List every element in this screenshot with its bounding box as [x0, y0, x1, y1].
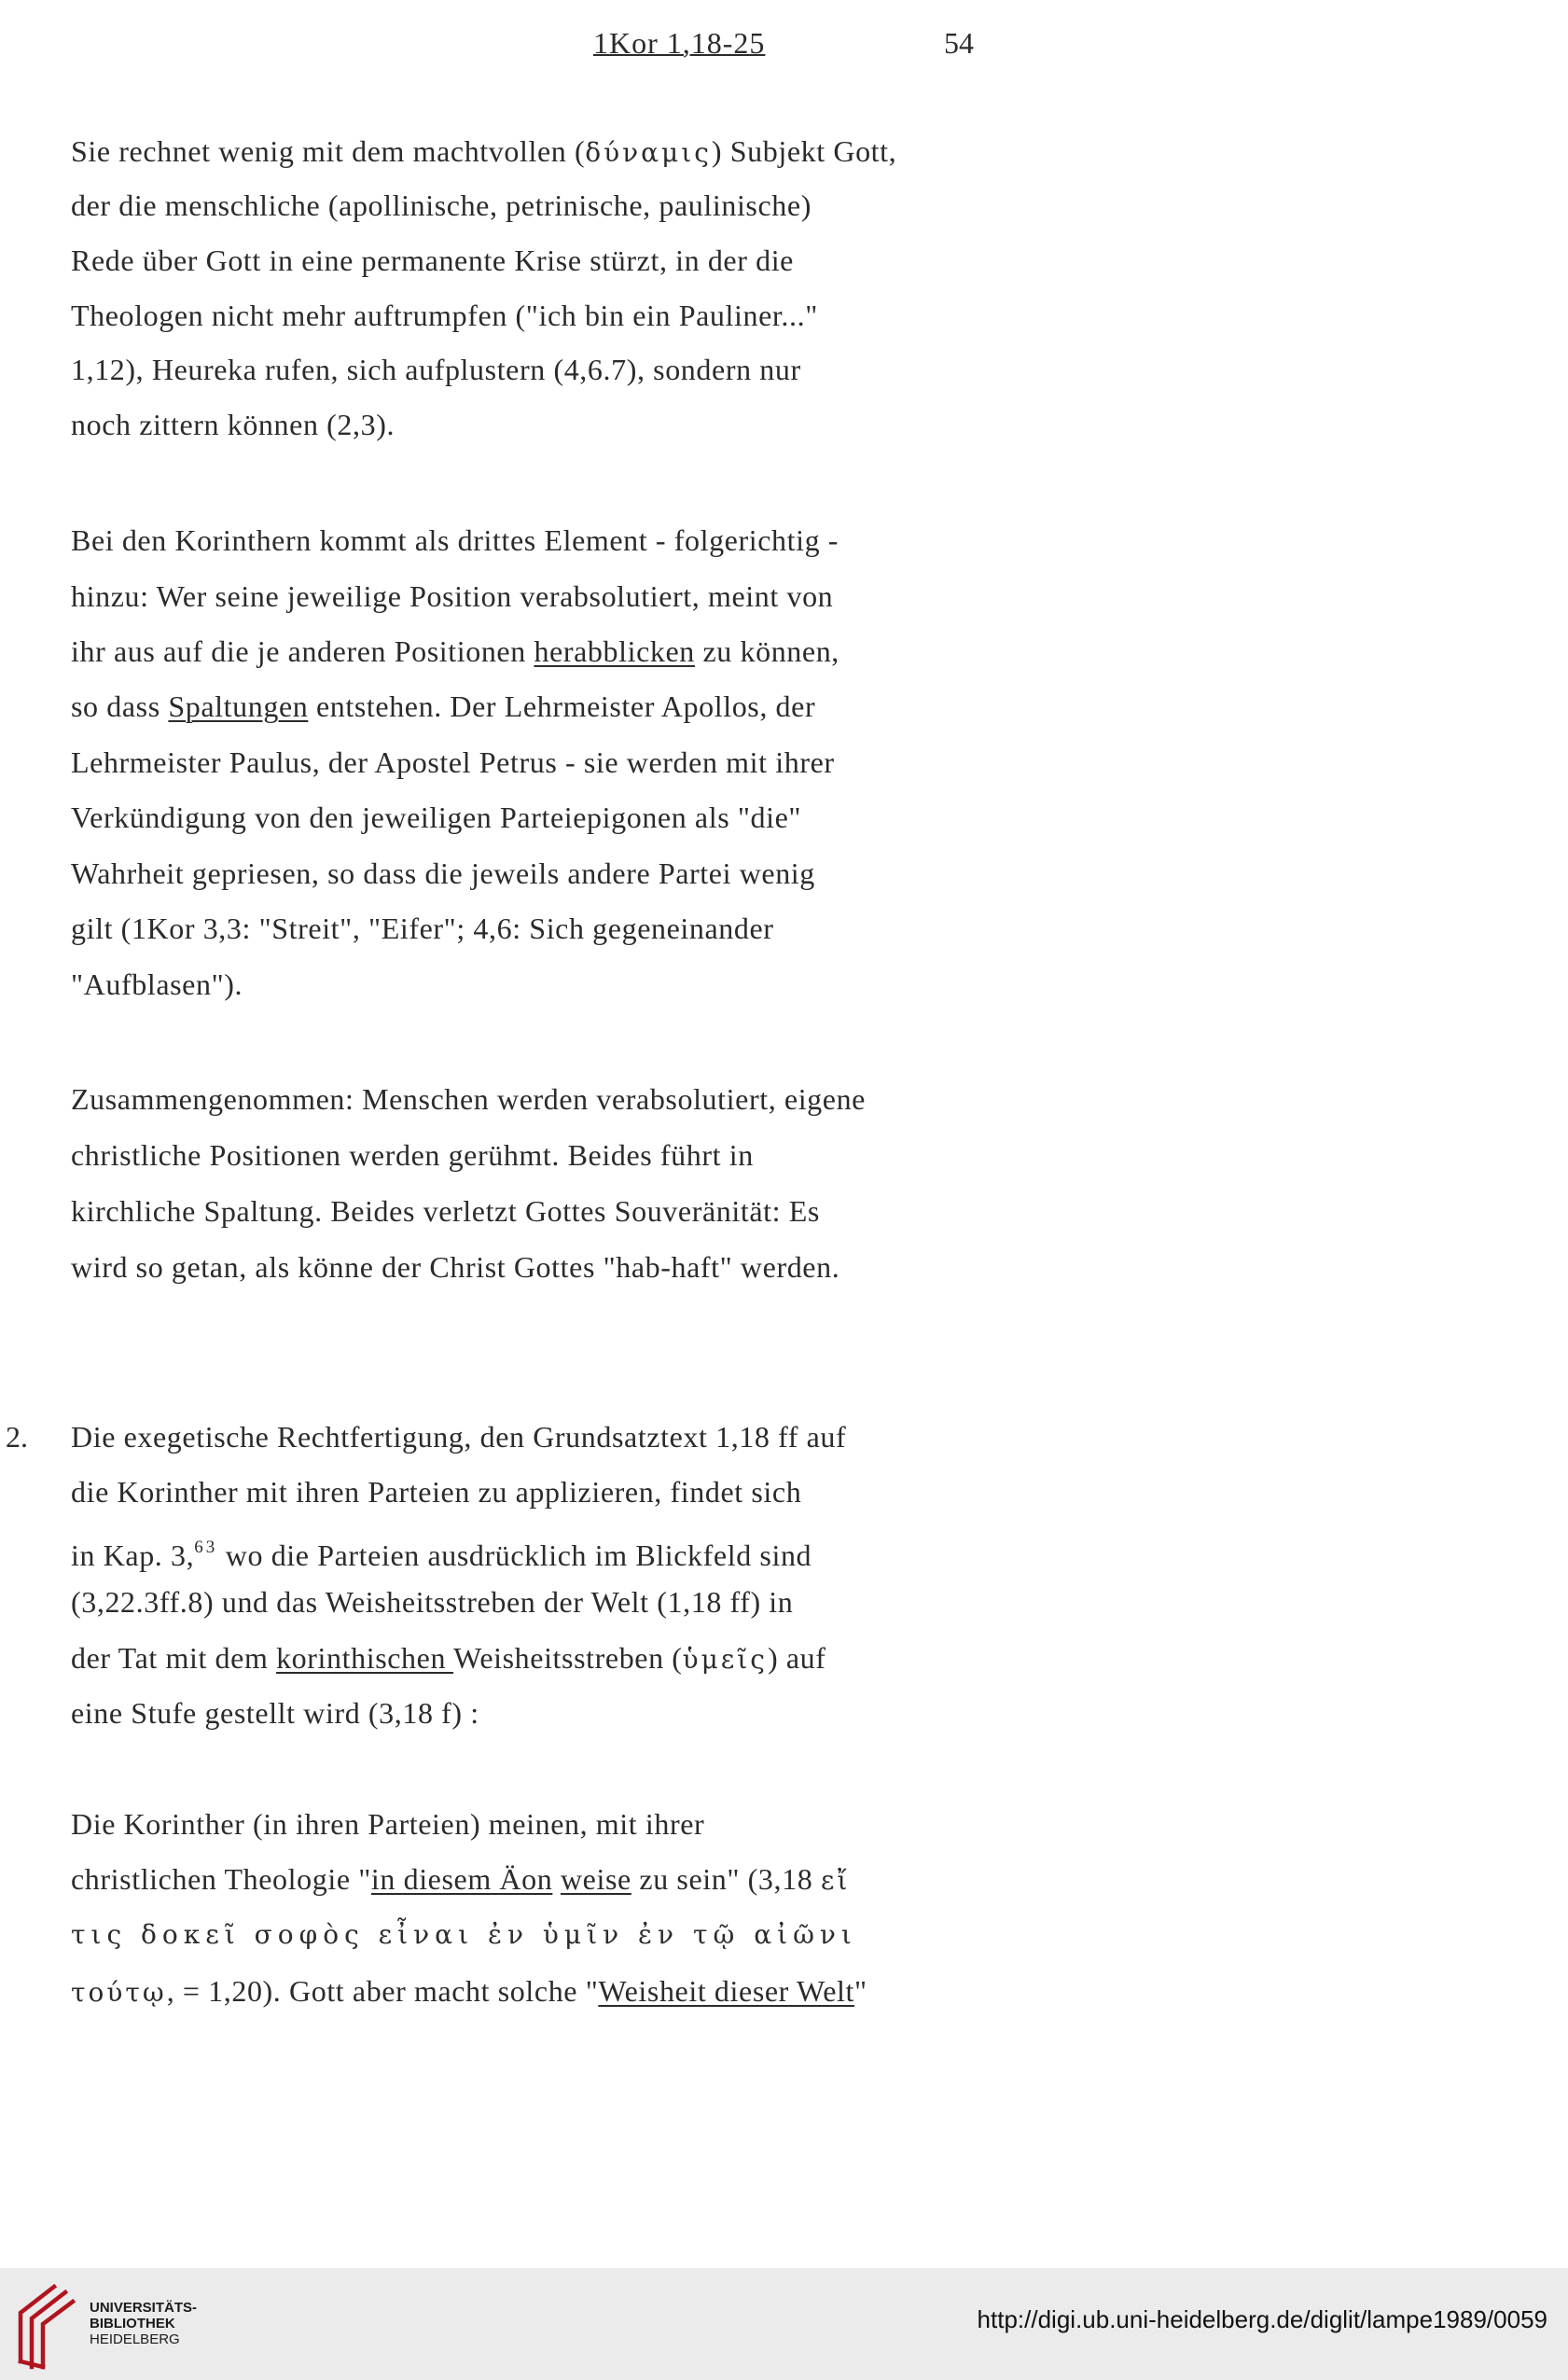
text-line [71, 633, 1097, 670]
page-number: 54 [944, 26, 974, 60]
text-span: so dass [71, 689, 169, 723]
text-line: "Aufblasen"). [71, 967, 243, 1001]
underlined-term: Spaltungen [168, 689, 309, 723]
text-line: eine Stufe gestellt wird (3,18 f) : [71, 1696, 479, 1730]
text-line: Rede über Gott in eine permanente Krise stürzt, in der die [71, 244, 794, 277]
text-line: kirchliche Spaltung. Beides verletzt Gottes Souveränität: Es [71, 1194, 820, 1228]
library-name-line: UNIVERSITÄTS- [90, 2300, 198, 2316]
text-line: Verkündigung von den jeweiligen Parteiepigonen als "die" [71, 800, 802, 834]
text-span: Weisheitsstreben ( [453, 1641, 683, 1675]
text-span: entstehen. Der Lehrmeister Apollos, der [308, 689, 816, 723]
library-name-line: BIBLIOTHEK [90, 2316, 175, 2331]
text-span: ihr aus auf die je anderen Positionen [71, 634, 534, 668]
text-line: Die Korinther (in ihren Parteien) meinen, mit ihrer [71, 1807, 705, 1841]
text-span: ) Subjekt Gott, [711, 134, 897, 168]
greek-line: τις δοκεῖ σοφὸς εἶναι ἐν ὑμῖν ἐν τῷ αἰῶνι [71, 1919, 857, 1950]
text-line: Zusammengenommen: Menschen werden verabsolutiert, eigene [71, 1082, 866, 1116]
greek-term: εἴ [820, 1865, 851, 1896]
text-line: Lehrmeister Paulus, der Apostel Petrus - sie werden mit ihrer [71, 745, 835, 779]
library-name-line: HEIDELBERG [90, 2331, 180, 2347]
text-span: christlichen Theologie " [71, 1862, 371, 1896]
underlined-term: korinthischen [276, 1641, 454, 1675]
greek-term: ὑμεῖς [682, 1644, 768, 1675]
underlined-term: Weisheit dieser Welt [598, 1974, 854, 2008]
text-span: in Kap. 3, [71, 1538, 195, 1572]
text-line [71, 1529, 1097, 1574]
text-line [71, 1972, 1097, 2011]
library-name [90, 2300, 197, 2347]
text-line: Bei den Korinthern kommt als drittes Element - folgerichtig - [71, 523, 840, 557]
text-line: Die exegetische Rechtfertigung, den Grundsatztext 1,18 ff auf [71, 1420, 847, 1454]
text-line: Theologen nicht mehr auftrumpfen ("ich bin ein Pauliner..." [71, 299, 818, 332]
text-span: zu können, [694, 634, 840, 668]
list-number: 2. [6, 1420, 28, 1454]
text-line: (3,22.3ff.8) und das Weisheitsstreben der Welt (1,18 ff) in [71, 1585, 794, 1619]
text-span: ) auf [767, 1641, 826, 1675]
library-logo-icon [13, 2281, 78, 2371]
text-line: christliche Positionen werden gerühmt. Beides führt in [71, 1138, 754, 1172]
text-line: gilt (1Kor 3,3: "Streit", "Eifer"; 4,6: Sich gegeneinander [71, 912, 774, 945]
running-title: 1Kor 1,18-25 [593, 26, 766, 60]
text-line [71, 688, 1097, 725]
text-span: wo die Parteien ausdrücklich im Blickfeld sind [217, 1538, 812, 1572]
text-line: die Korinther mit ihren Parteien zu applizieren, findet sich [71, 1475, 802, 1509]
text-span: , = 1,20). Gott aber macht solche " [166, 1974, 599, 2008]
text-span [552, 1862, 561, 1896]
underlined-term: weise [560, 1862, 631, 1896]
page-header [0, 26, 1568, 67]
footer-bar [0, 2268, 1568, 2380]
text-line: 1,12), Heureka rufen, sich aufplustern (4,6.7), sondern nur [71, 353, 801, 386]
greek-term: δύναμις [585, 137, 712, 168]
underlined-term: herabblicken [534, 634, 695, 668]
underlined-term: in diesem Äon [370, 1862, 553, 1896]
text-line [71, 1860, 1097, 1900]
greek-term: τούτῳ [71, 1977, 167, 2008]
text-span: " [853, 1974, 867, 2008]
text-line: Wahrheit gepriesen, so dass die jeweils andere Partei wenig [71, 856, 815, 890]
text-span: zu sein" (3,18 [631, 1862, 821, 1896]
text-line: noch zittern können (2,3). [71, 408, 395, 441]
text-line [71, 132, 1097, 172]
footnote-marker: 63 [194, 1538, 218, 1557]
text-line [71, 1639, 1097, 1678]
source-url-link[interactable]: http://digi.ub.uni-heidelberg.de/diglit/lampe1989/0059 [977, 2305, 1547, 2333]
text-line: der die menschliche (apollinische, petrinische, paulinische) [71, 188, 812, 222]
text-line: hinzu: Wer seine jeweilige Position verabsolutiert, meint von [71, 579, 834, 613]
text-span: Sie rechnet wenig mit dem machtvollen ( [71, 134, 586, 168]
text-line: wird so getan, als könne der Christ Gottes "hab-haft" werden. [71, 1250, 840, 1284]
text-span: der Tat mit dem [71, 1641, 277, 1675]
